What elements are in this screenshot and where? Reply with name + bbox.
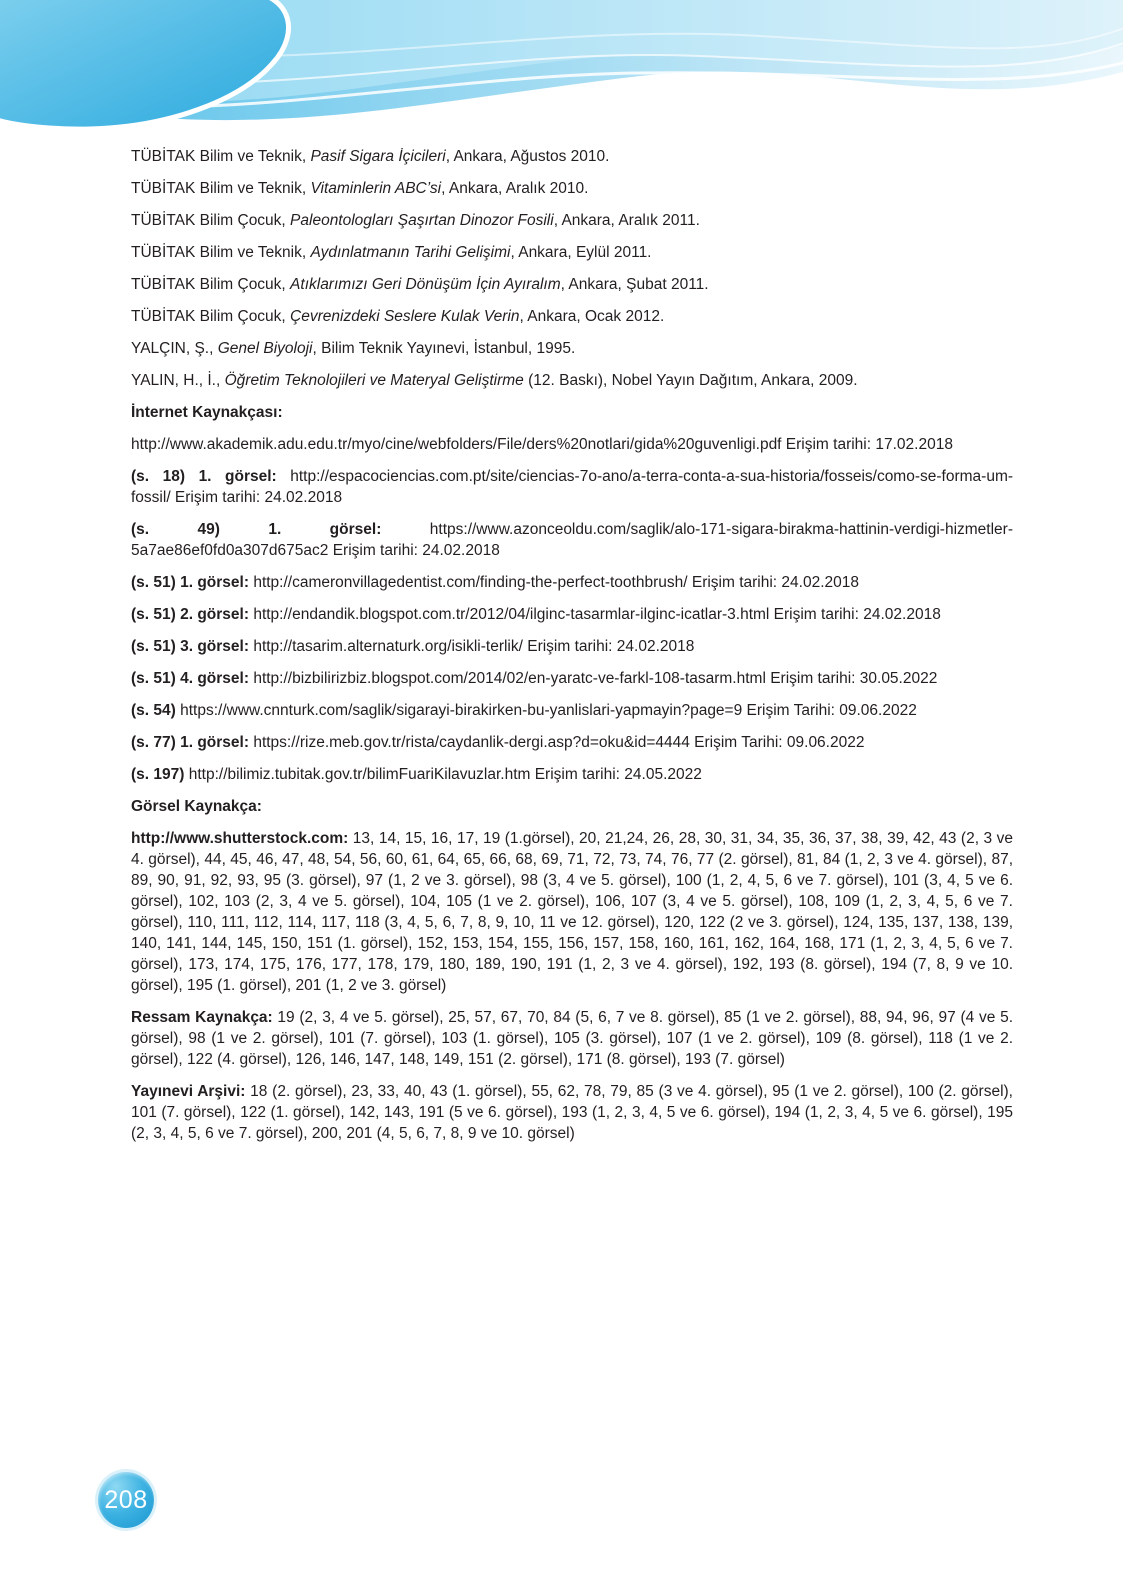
bib-title-italic: Pasif Sigara İçicileri xyxy=(310,148,446,165)
bib-publisher-text: , Ankara, Aralık 2010. xyxy=(441,180,589,197)
url-text: https://rize.meb.gov.tr/rista/caydanlik-dergi.asp?d=oku&id=4444 Erişim Tarihi: 09.06.2022 xyxy=(249,734,865,751)
url-text: https://www.cnnturk.com/saglik/sigarayi-birakirken-bu-yanlislari-yapmayin?page=9 Erişim Tarihi: 09.06.2022 xyxy=(175,702,917,719)
bibliography-entry xyxy=(131,338,1013,359)
visual-source-entry xyxy=(131,1081,1013,1144)
bib-publisher-text: , Ankara, Aralık 2011. xyxy=(553,212,700,229)
bib-author-text: YALIN, H., İ., xyxy=(131,372,225,389)
internet-source-entry xyxy=(131,668,1013,689)
bib-title-italic: Öğretim Teknolojileri ve Materyal Geliştirme xyxy=(224,372,524,389)
internet-source-entry xyxy=(131,466,1013,508)
bib-publisher-text: , Bilim Teknik Yayınevi, İstanbul, 1995. xyxy=(312,340,576,357)
page-ref-label: (s. 49) 1. görsel: xyxy=(131,521,382,538)
page-number-badge xyxy=(98,1472,154,1528)
bib-title-italic: Aydınlatmanın Tarihi Gelişimi xyxy=(310,244,511,261)
url-text: http://endandik.blogspot.com.tr/2012/04/ilginc-tasarmlar-ilginc-icatlar-3.html Erişim tarihi: 24.02.2018 xyxy=(249,606,941,623)
url-text: http://cameronvillagedentist.com/finding-the-perfect-toothbrush/ Erişim tarihi: 24.02.2018 xyxy=(249,574,859,591)
bib-title-italic: Vitaminlerin ABC’si xyxy=(310,180,442,197)
page-ref-label: (s. 197) xyxy=(131,766,185,783)
page-ref-label: (s. 51) 4. görsel: xyxy=(131,670,250,687)
page-ref-label: (s. 51) 2. görsel: xyxy=(131,606,250,623)
bib-author-text: TÜBİTAK Bilim ve Teknik, xyxy=(131,244,311,261)
bib-title-italic: Atıklarımızı Geri Dönüşüm İçin Ayıralım xyxy=(290,276,561,293)
bib-publisher-text: , Ankara, Ocak 2012. xyxy=(519,308,665,325)
internet-source-entry xyxy=(131,604,1013,625)
header-wave-graphic xyxy=(0,0,1123,152)
url-text: http://tasarim.alternaturk.org/isikli-terlik/ Erişim tarihi: 24.02.2018 xyxy=(249,638,695,655)
page-numbers-text: 19 (2, 3, 4 ve 5. görsel), 25, 57, 67, 70, 84 (5, 6, 7 ve 8. görsel), 85 (1 ve 2. görsel), 88, 94, 96, 97 (4 ve 5. görsel), 98 (1 ve 2. görsel), 101 (7. görsel), 103 (1. görsel), 105 (3. görsel), 107 (1 ve 2. görsel), 109 (8. görsel), 118 (1 ve 2. görsel), 122 (4. görsel), 126, 146, 147, 148, 149, 151 (2. görsel), 171 (8. görsel), 193 (7. görsel) xyxy=(131,1009,1013,1068)
page-ref-label: (s. 51) 1. görsel: xyxy=(131,574,250,591)
internet-sources-heading: İnternet Kaynakçası: xyxy=(131,404,283,421)
internet-source-entry xyxy=(131,434,1013,455)
bib-publisher-text: , Ankara, Şubat 2011. xyxy=(560,276,709,293)
visual-source-entry xyxy=(131,1007,1013,1070)
page-numbers-text: 13, 14, 15, 16, 17, 19 (1.görsel), 20, 21,24, 26, 28, 30, 31, 34, 35, 36, 37, 38, 39, 42, 43 (2, 3 ve 4. görsel), 44, 45, 46, 47, 48, 54, 56, 60, 61, 64, 65, 66, 68, 69, 71, 72, 73, 74, 76, 77 (2. görsel), 81, 84 (1, 2, 3 ve 4. görsel), 87, 89, 90, 91, 92, 93, 95 (3. görsel), 97 (1, 2 ve 3. görsel), 98 (3, 4 ve 5. görsel), 100 (1, 2, 4, 5, 6 ve 7. görsel), 101 (3, 4, 5 ve 6. görsel), 102, 103 (2, 3, 4 ve 5. görsel), 104, 105 (1 ve 2. görsel), 106, 107 (3, 4 ve 5. görsel), 108, 109 (1, 2, 3, 4, 5, 6 ve 7. görsel), 110, 111, 112, 114, 117, 118 (3, 4, 5, 6, 7, 8, 9, 10, 11 ve 12. görsel), 120, 122 (2 ve 3. görsel), 124, 135, 137, 138, 139, 140, 141, 144, 145, 150, 151 (1. görsel), 152, 153, 154, 155, 156, 157, 158, 160, 161, 162, 164, 168, 171 (1, 2, 3, 4, 5, 6 ve 7. görsel), 173, 174, 175, 176, 177, 178, 179, 180, 189, 190, 191 (1, 2, 3 ve 4. görsel), 192, 193 (8. görsel), 194 (7, 8, 9 ve 10. görsel), 195 (1. görsel), 201 (1, 2 ve 3. görsel) xyxy=(131,830,1013,994)
bibliography-entry xyxy=(131,210,1013,231)
internet-source-entry xyxy=(131,572,1013,593)
page-ref-label: (s. 54) xyxy=(131,702,176,719)
bibliography-entry xyxy=(131,370,1013,391)
bibliography-entry xyxy=(131,306,1013,327)
url-text: http://espacociencias.com.pt/site/ciencias-7o-ano/a-terra-conta-a-sua-historia/fosseis/como-se-forma-um-fossil/ Erişim tarihi: 24.02.2018 xyxy=(131,468,1014,506)
page-number: 208 xyxy=(104,1485,148,1514)
visual-sources-heading: Görsel Kaynakça: xyxy=(131,798,262,815)
bib-author-text: TÜBİTAK Bilim ve Teknik, xyxy=(131,180,311,197)
url-text: https://www.azonceoldu.com/saglik/alo-171-sigara-birakma-hattinin-verdigi-hizmetler-5a7ae86ef0fd0a307d675ac2 Erişim tarihi: 24.02.2018 xyxy=(131,521,1013,559)
internet-source-entry xyxy=(131,519,1013,561)
bib-publisher-text: (12. Baskı), Nobel Yayın Dağıtım, Ankara, 2009. xyxy=(523,372,858,389)
source-name-label: Ressam Kaynakça: xyxy=(131,1009,273,1026)
internet-source-entry xyxy=(131,764,1013,785)
bibliography-entry xyxy=(131,178,1013,199)
page-ref-label: (s. 51) 3. görsel: xyxy=(131,638,250,655)
bibliography-entry xyxy=(131,146,1013,167)
bibliography-entry xyxy=(131,242,1013,263)
references-content xyxy=(131,146,1013,1155)
url-text: http://www.akademik.adu.edu.tr/myo/cine/webfolders/File/ders%20notlari/gida%20guvenligi.pdf Erişim tarihi: 17.02.2018 xyxy=(131,436,953,453)
bibliography-entry xyxy=(131,274,1013,295)
bib-author-text: TÜBİTAK Bilim Çocuk, xyxy=(131,308,291,325)
page-ref-label: (s. 18) 1. görsel: xyxy=(131,468,277,485)
bib-author-text: TÜBİTAK Bilim Çocuk, xyxy=(131,212,291,229)
source-name-label: Yayınevi Arşivi: xyxy=(131,1083,246,1100)
bib-author-text: TÜBİTAK Bilim Çocuk, xyxy=(131,276,291,293)
url-text: http://bizbilirizbiz.blogspot.com/2014/02/en-yaratc-ve-farkl-108-tasarm.html Erişim tarihi: 30.05.2022 xyxy=(249,670,938,687)
internet-source-entry xyxy=(131,732,1013,753)
visual-source-entry xyxy=(131,828,1013,996)
url-text: http://bilimiz.tubitak.gov.tr/bilimFuariKilavuzlar.htm Erişim tarihi: 24.05.2022 xyxy=(184,766,702,783)
bib-title-italic: Paleontologları Şaşırtan Dinozor Fosili xyxy=(290,212,554,229)
page-ref-label: (s. 77) 1. görsel: xyxy=(131,734,250,751)
source-name-label: http://www.shutterstock.com: xyxy=(131,830,349,847)
internet-source-entry xyxy=(131,700,1013,721)
bib-author-text: TÜBİTAK Bilim ve Teknik, xyxy=(131,148,311,165)
bib-title-italic: Çevrenizdeki Seslere Kulak Verin xyxy=(290,308,520,325)
internet-source-entry xyxy=(131,636,1013,657)
bib-publisher-text: , Ankara, Ağustos 2010. xyxy=(445,148,610,165)
bib-publisher-text: , Ankara, Eylül 2011. xyxy=(510,244,652,261)
bib-title-italic: Genel Biyoloji xyxy=(217,340,313,357)
bib-author-text: YALÇIN, Ş., xyxy=(131,340,218,357)
page-numbers-text: 18 (2. görsel), 23, 33, 40, 43 (1. görsel), 55, 62, 78, 79, 85 (3 ve 4. görsel), 95 (1 ve 2. görsel), 100 (2. görsel), 101 (7. görsel), 122 (1. görsel), 142, 143, 191 (5 ve 6. görsel), 193 (1, 2, 3, 4, 5 ve 6. görsel), 194 (1, 2, 3, 4, 5 ve 6. görsel), 195 (2, 3, 4, 5, 6 ve 7. görsel), 200, 201 (4, 5, 6, 7, 8, 9 ve 10. görsel) xyxy=(131,1083,1013,1142)
